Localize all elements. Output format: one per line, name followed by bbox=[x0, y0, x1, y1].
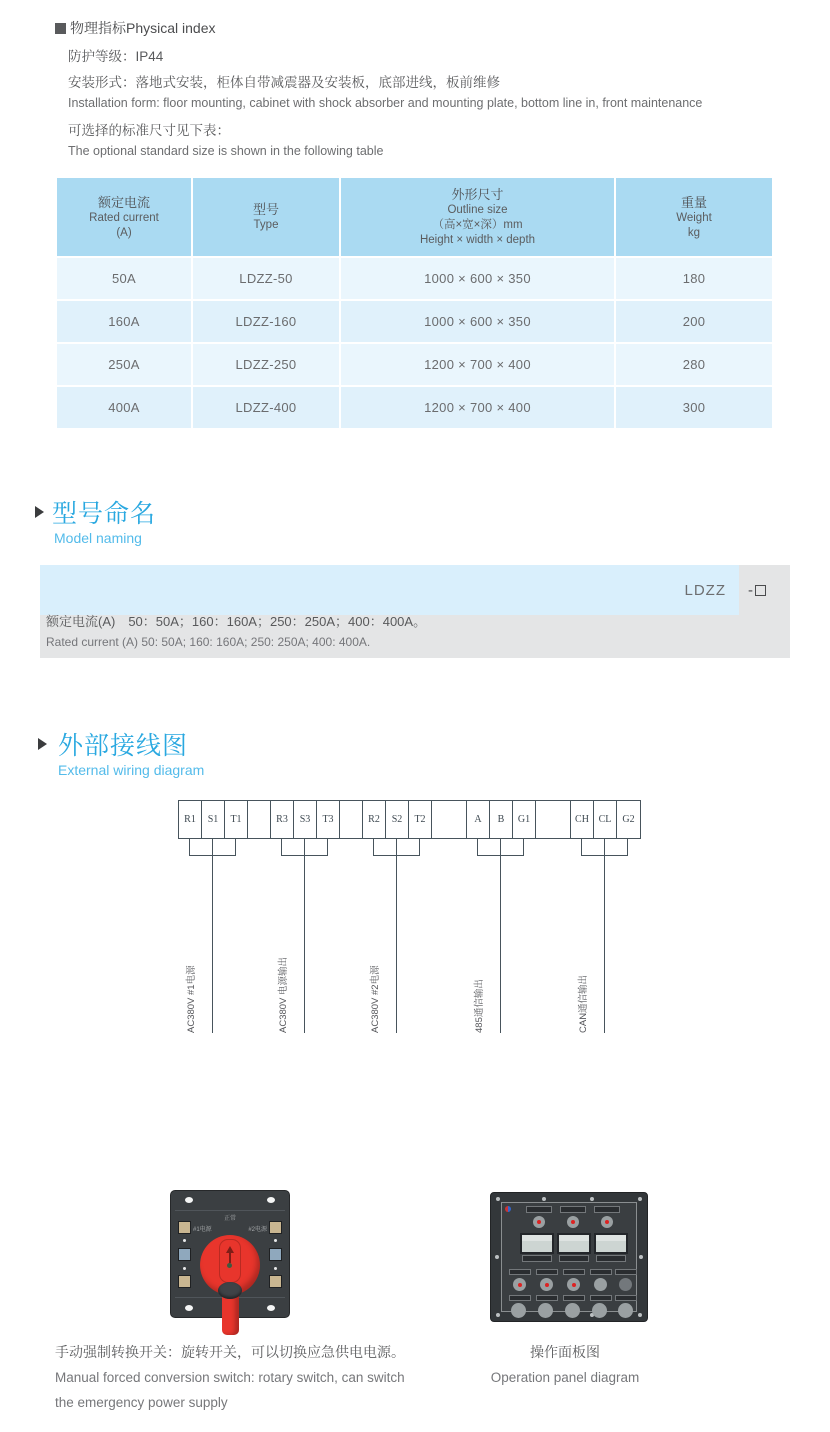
terminal-CL: CL bbox=[594, 801, 617, 838]
terminal-G2: G2 bbox=[622, 814, 635, 825]
terminal-R3: R3 bbox=[271, 801, 294, 838]
panel-button-icon bbox=[592, 1303, 607, 1318]
wire-stub bbox=[627, 839, 628, 856]
switch-top-label: 正常 bbox=[223, 1216, 237, 1222]
terminal-block-icon bbox=[178, 1221, 191, 1234]
screw-icon bbox=[638, 1197, 642, 1201]
wire-label-3: AC380V #2电源 bbox=[370, 965, 381, 1033]
screw-icon bbox=[590, 1197, 594, 1201]
terminal-dot bbox=[274, 1239, 277, 1242]
terminal-blank bbox=[432, 801, 467, 838]
terminal-R2: R2 bbox=[363, 801, 386, 838]
physical-index-title bbox=[55, 18, 216, 38]
up-arrow-icon bbox=[226, 1246, 234, 1253]
wire-stub bbox=[500, 839, 501, 856]
label-plate bbox=[615, 1295, 637, 1301]
wire-stub bbox=[235, 839, 236, 856]
model-naming-strip bbox=[40, 565, 790, 658]
switch-left-label: #1电源 bbox=[193, 1227, 212, 1233]
model-naming-title: 型号命名 bbox=[52, 500, 157, 528]
table-cell: 1200 × 700 × 400 bbox=[341, 342, 616, 385]
install-line-cn: 安装形式：落地式安装，柜体自带减震器及安装板，底部进线，板前维修 bbox=[68, 75, 500, 90]
label-plate bbox=[509, 1295, 531, 1301]
wire-lead bbox=[500, 855, 501, 1033]
indicator-light-icon bbox=[533, 1216, 545, 1228]
table-cell: 250A bbox=[57, 342, 193, 385]
model-naming-notes bbox=[46, 611, 426, 652]
panel-caption-en: Operation panel diagram bbox=[490, 1370, 640, 1385]
wiring-title: 外部接线图 bbox=[58, 732, 189, 760]
col-header-outline-size: 外形尺寸 Outline size （高×宽×深）mm Height × width × depth bbox=[341, 178, 616, 256]
screw-icon bbox=[496, 1313, 500, 1317]
wire-stub bbox=[523, 839, 524, 856]
brand-logo-icon bbox=[505, 1206, 511, 1212]
switch-caption-cn: 手动强制转换开关：旋转开关，可以切换应急供电电源。 bbox=[55, 1344, 405, 1360]
mounting-hole-icon bbox=[267, 1305, 275, 1311]
ip-rating-line: 防护等级：IP44 bbox=[68, 49, 164, 64]
panel-button-icon bbox=[540, 1278, 553, 1291]
panel-inner-frame bbox=[501, 1202, 637, 1312]
table-ref-line-cn: 可选择的标准尺寸见下表： bbox=[68, 123, 230, 138]
terminal-G1: G1 bbox=[513, 801, 536, 838]
terminal-R1: R1 bbox=[179, 801, 202, 838]
wire-stub bbox=[327, 839, 328, 856]
table-cell: 1000 × 600 × 350 bbox=[341, 299, 616, 342]
lcd-display bbox=[594, 1233, 628, 1254]
label-plate bbox=[594, 1206, 620, 1213]
terminal-blank bbox=[248, 801, 271, 838]
table-cell: 1000 × 600 × 350 bbox=[341, 256, 616, 299]
panel-button-icon bbox=[511, 1303, 526, 1318]
knob-hub bbox=[218, 1282, 242, 1299]
label-plate bbox=[559, 1255, 589, 1262]
model-code: LDZZ bbox=[684, 581, 726, 599]
label-plate bbox=[536, 1269, 558, 1275]
label-plate bbox=[590, 1295, 612, 1301]
switch-caption-en-line2: the emergency power supply bbox=[55, 1395, 228, 1410]
screw-icon bbox=[495, 1255, 499, 1259]
install-line-en: Installation form: floor mounting, cabinet with shock absorber and mounting plate, bottom line in, front maintenance bbox=[68, 96, 703, 110]
panel-button-icon bbox=[618, 1303, 633, 1318]
panel-caption-cn: 操作面板图 bbox=[530, 1344, 600, 1360]
rotary-switch-figure bbox=[170, 1190, 290, 1335]
wire-stub bbox=[304, 839, 305, 856]
terminal-strip bbox=[178, 800, 641, 839]
wire-stub bbox=[373, 839, 374, 856]
wire-stub bbox=[189, 839, 190, 856]
terminal-dot bbox=[183, 1267, 186, 1270]
col-header-rated-current: 额定电流 Rated current (A) bbox=[57, 178, 193, 256]
label-plate bbox=[563, 1295, 585, 1301]
screw-icon bbox=[639, 1255, 643, 1259]
mounting-hole-icon bbox=[185, 1305, 193, 1311]
panel-button-icon bbox=[567, 1278, 580, 1291]
operation-panel-figure bbox=[490, 1192, 648, 1322]
label-plate bbox=[526, 1206, 552, 1213]
wire-label-2: AC380V 电源输出 bbox=[278, 956, 289, 1033]
wire-lead bbox=[212, 855, 213, 1033]
terminal-block-icon bbox=[178, 1248, 191, 1261]
square-bullet-icon bbox=[55, 23, 66, 34]
terminal-A: A bbox=[467, 801, 490, 838]
table-cell: LDZZ-400 bbox=[193, 385, 341, 428]
label-plate bbox=[615, 1269, 637, 1275]
terminal-S2: S2 bbox=[386, 801, 409, 838]
wire-stub bbox=[212, 839, 213, 856]
panel-button-icon bbox=[619, 1278, 632, 1291]
terminal-blank bbox=[536, 801, 571, 838]
terminal-T1: T1 bbox=[225, 801, 248, 838]
panel-button-icon bbox=[565, 1303, 580, 1318]
wire-label-4: 485通信输出 bbox=[474, 979, 485, 1033]
physical-index-title-text: 物理指标Physical index bbox=[70, 20, 216, 36]
indicator-light-icon bbox=[567, 1216, 579, 1228]
table-cell: LDZZ-50 bbox=[193, 256, 341, 299]
terminal-B: B bbox=[490, 801, 513, 838]
section-arrow-icon bbox=[35, 506, 44, 518]
terminal-CH: CH bbox=[571, 801, 594, 838]
terminal-T2: T2 bbox=[409, 801, 432, 838]
mounting-hole-icon bbox=[185, 1197, 193, 1203]
wiring-subtitle: External wiring diagram bbox=[58, 762, 205, 778]
wire-stub bbox=[396, 839, 397, 856]
wiring-diagram bbox=[178, 800, 640, 1040]
rated-current-note-en: Rated current (A) 50: 50A; 160: 160A; 250: 250A; 400: 400A. bbox=[46, 635, 371, 649]
model-code-band bbox=[40, 565, 739, 615]
knob-center-dot bbox=[227, 1263, 232, 1268]
label-plate bbox=[596, 1255, 626, 1262]
table-cell: 280 bbox=[616, 342, 772, 385]
screw-icon bbox=[638, 1313, 642, 1317]
terminal-block-icon bbox=[269, 1275, 282, 1288]
wire-label-5: CAN通信输出 bbox=[578, 974, 589, 1033]
panel-button-icon bbox=[594, 1278, 607, 1291]
indicator-light-icon bbox=[601, 1216, 613, 1228]
table-cell: 160A bbox=[57, 299, 193, 342]
wire-stub bbox=[419, 839, 420, 856]
label-plate bbox=[560, 1206, 586, 1213]
table-cell: 50A bbox=[57, 256, 193, 299]
standard-size-table bbox=[57, 178, 772, 428]
panel-button-icon bbox=[538, 1303, 553, 1318]
table-cell: LDZZ-250 bbox=[193, 342, 341, 385]
terminal-S3: S3 bbox=[294, 801, 317, 838]
table-cell: LDZZ-160 bbox=[193, 299, 341, 342]
lcd-display bbox=[557, 1233, 591, 1254]
terminal-T3: T3 bbox=[317, 801, 340, 838]
switch-caption-en-line1: Manual forced conversion switch: rotary switch, can switch bbox=[55, 1370, 405, 1385]
screw-icon bbox=[496, 1197, 500, 1201]
wire-stub bbox=[281, 839, 282, 856]
panel-button-icon bbox=[513, 1278, 526, 1291]
lcd-display bbox=[520, 1233, 554, 1254]
terminal-S1: S1 bbox=[202, 801, 225, 838]
label-plate bbox=[536, 1295, 558, 1301]
model-suffix-box-icon bbox=[755, 585, 766, 596]
table-cell: 1200 × 700 × 400 bbox=[341, 385, 616, 428]
switch-caption bbox=[55, 1340, 405, 1415]
panel-caption bbox=[455, 1340, 675, 1390]
table-cell: 400A bbox=[57, 385, 193, 428]
terminal-block-icon bbox=[269, 1248, 282, 1261]
table-ref-line-en: The optional standard size is shown in the following table bbox=[68, 144, 384, 158]
wire-lead bbox=[604, 855, 605, 1033]
model-suffix: - bbox=[748, 565, 766, 615]
terminal-dot bbox=[183, 1239, 186, 1242]
label-plate bbox=[509, 1269, 531, 1275]
col-header-type: 型号 Type bbox=[193, 178, 341, 256]
col-header-weight: 重量 Weight kg bbox=[616, 178, 772, 256]
table-cell: 200 bbox=[616, 299, 772, 342]
switch-right-label: #2电源 bbox=[248, 1227, 267, 1233]
label-plate bbox=[563, 1269, 585, 1275]
wire-lead bbox=[396, 855, 397, 1033]
wire-stub bbox=[477, 839, 478, 856]
mounting-hole-icon bbox=[267, 1197, 275, 1203]
terminal-block-icon bbox=[178, 1275, 191, 1288]
table-cell: 300 bbox=[616, 385, 772, 428]
table-cell: 180 bbox=[616, 256, 772, 299]
section-arrow-icon bbox=[38, 738, 47, 750]
terminal-blank bbox=[340, 801, 363, 838]
wire-label-1: AC380V #1电源 bbox=[186, 965, 197, 1033]
knob-track bbox=[219, 1239, 241, 1283]
screw-icon bbox=[542, 1197, 546, 1201]
up-arrow-icon bbox=[229, 1253, 231, 1263]
rated-current-note-cn: 额定电流(A) 50：50A；160：160A；250：250A；400：400A。 bbox=[46, 614, 427, 629]
label-plate bbox=[590, 1269, 612, 1275]
wire-stub bbox=[604, 839, 605, 856]
model-naming-subtitle: Model naming bbox=[54, 530, 142, 546]
terminal-dot bbox=[274, 1267, 277, 1270]
terminal-block-icon bbox=[269, 1221, 282, 1234]
panel-divider bbox=[175, 1210, 285, 1211]
wire-lead bbox=[304, 855, 305, 1033]
wire-stub bbox=[581, 839, 582, 856]
label-plate bbox=[522, 1255, 552, 1262]
